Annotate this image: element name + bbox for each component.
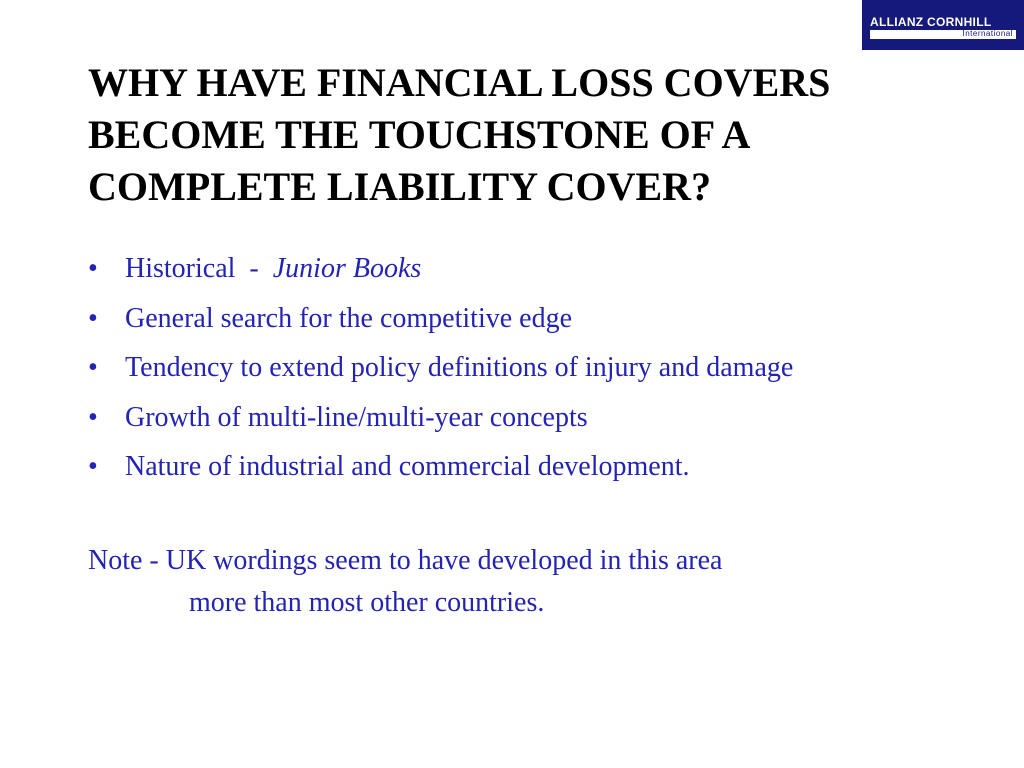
bullet-marker: • <box>88 401 98 433</box>
logo-subtitle-bar <box>870 30 1016 39</box>
bullet-text: Growth of multi-line/multi-year concepts <box>125 401 588 433</box>
note-paragraph <box>88 540 988 624</box>
bullet-text: Historical - <box>125 253 273 284</box>
bullet-item-policy-definitions <box>88 343 988 393</box>
logo-brand-text: ALLIANZ CORNHILL <box>870 15 992 29</box>
bullet-text: General search for the competitive edge <box>125 302 573 334</box>
bullet-marker: • <box>88 451 98 482</box>
note-line-2: more than most other countries. <box>189 587 545 618</box>
title-line-2: BECOME THE TOUCHSTONE OF A <box>88 112 751 157</box>
bullet-text: Tendency to extend policy definitions of injury and damage <box>125 352 794 383</box>
note-line-1: Note - UK wordings seem to have developed in this area <box>88 545 723 576</box>
bullet-marker: • <box>88 352 98 383</box>
bullet-text: Nature of industrial and commercial development. <box>125 451 690 482</box>
logo-subtitle-text: International <box>962 29 1013 38</box>
bullet-item-historical <box>88 244 988 294</box>
bullet-list <box>88 244 988 492</box>
bullet-emphasis-junior-books: Junior Books <box>272 253 422 284</box>
bullet-marker: • <box>88 253 98 284</box>
title-line-3: COMPLETE LIABILITY COVER? <box>88 164 712 209</box>
bullet-marker: • <box>88 302 98 334</box>
bullet-item-competitive-edge <box>88 294 988 344</box>
title-line-1: WHY HAVE FINANCIAL LOSS COVERS <box>88 60 831 105</box>
allianz-cornhill-logo <box>862 0 1024 50</box>
slide-title <box>88 57 988 213</box>
bullet-item-industrial-development <box>88 442 988 492</box>
bullet-item-multi-line <box>88 393 988 443</box>
